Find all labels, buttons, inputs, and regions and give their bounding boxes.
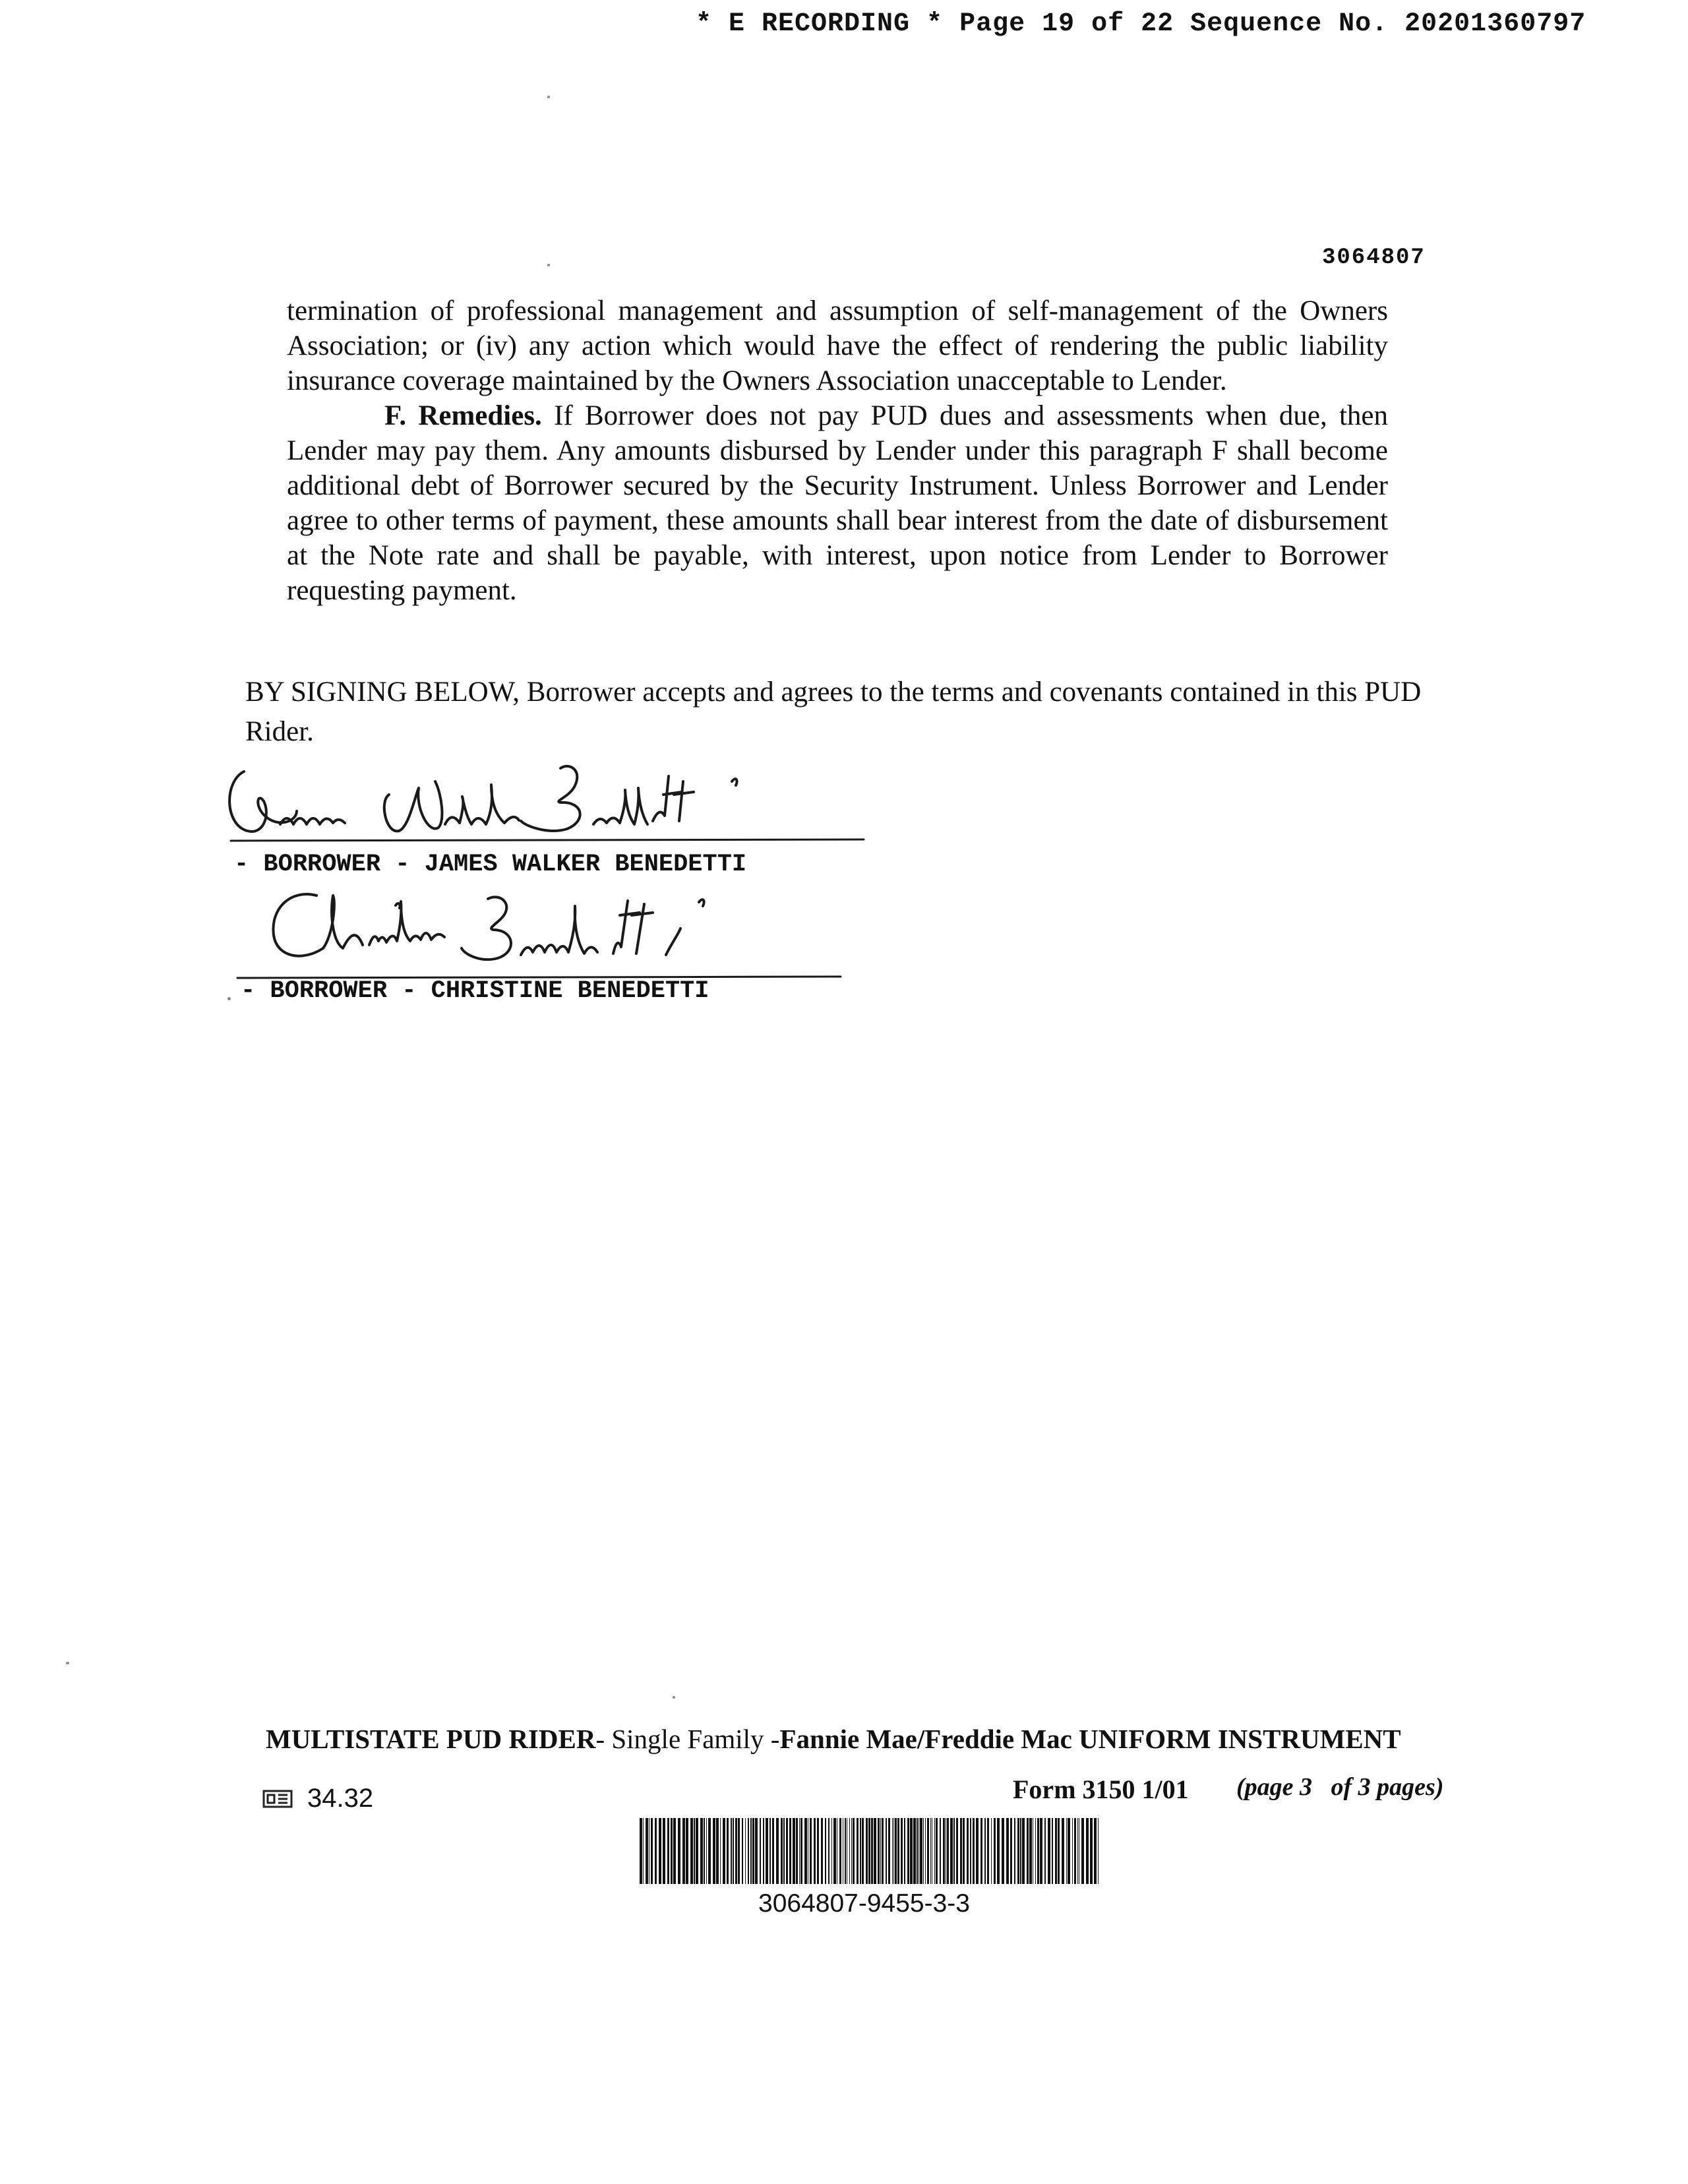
barcode-bar <box>663 1818 665 1884</box>
barcode-bar <box>849 1818 850 1884</box>
form-code-icon <box>262 1788 293 1809</box>
barcode-bar <box>727 1818 729 1884</box>
barcode-bar <box>682 1818 685 1884</box>
barcode-bar <box>804 1818 807 1884</box>
barcode-bar <box>1074 1818 1076 1884</box>
barcode-bar <box>655 1818 657 1884</box>
barcode-bar <box>1029 1818 1032 1884</box>
barcode-bar <box>789 1818 791 1884</box>
barcode-bar <box>895 1818 897 1884</box>
form-title-part-2: - Single Family - <box>595 1724 780 1754</box>
barcode-bar <box>793 1818 795 1884</box>
barcode-bar <box>825 1818 826 1884</box>
barcode-bar <box>1086 1818 1089 1884</box>
barcode-bar <box>860 1818 861 1884</box>
barcode-bar <box>716 1818 719 1884</box>
barcode-bar <box>673 1818 676 1884</box>
barcode-bar <box>963 1818 965 1884</box>
barcode-bar <box>1098 1818 1099 1884</box>
barcode-bar <box>1094 1818 1097 1884</box>
barcode-bar <box>742 1818 743 1884</box>
barcode-bar <box>853 1818 855 1884</box>
barcode-bar <box>1002 1818 1004 1884</box>
barcode-bar <box>930 1818 931 1884</box>
barcode-bar <box>814 1818 816 1884</box>
barcode-bar <box>1037 1818 1039 1884</box>
barcode-bar <box>640 1818 642 1884</box>
rider-body <box>287 293 1388 608</box>
barcode-bar <box>659 1818 661 1884</box>
barcode-bar <box>696 1818 698 1884</box>
barcode-bar <box>1035 1818 1036 1884</box>
barcode-bar <box>910 1818 913 1884</box>
barcode-bar <box>783 1818 785 1884</box>
barcode-bar <box>901 1818 903 1884</box>
barcode-bar <box>752 1818 754 1884</box>
barcode-bar <box>953 1818 955 1884</box>
barcode-bar <box>851 1818 852 1884</box>
barcode-bar <box>862 1818 864 1884</box>
barcode-bar <box>839 1818 841 1884</box>
form-title-part-3: Fannie Mae/Freddie Mac UNIFORM INSTRUMENT <box>779 1724 1401 1754</box>
barcode-bar <box>845 1818 846 1884</box>
borrower-label-christine: - BORROWER - CHRISTINE BENEDETTI <box>241 977 709 1005</box>
barcode-bar <box>678 1818 680 1884</box>
barcode-bar <box>893 1818 894 1884</box>
barcode-bar <box>936 1818 938 1884</box>
barcode-bar <box>694 1818 695 1884</box>
remedies-text: If Borrower does not pay PUD dues and assessments when due, then Lender may pay them. Any amounts disbursed by Lender under this paragraph F shall become additional debt of Borrower secured by the Security Instrument. Unless Borrower and Lender agree to other terms of payment, these amounts shall bear interest from the date of disbursement at the Note rate and shall be payable, with interest, upon notice from Lender to Borrower requesting payment. <box>287 400 1388 606</box>
barcode-bar <box>671 1818 673 1884</box>
barcode-bar <box>973 1818 975 1884</box>
barcode-bar <box>874 1818 876 1884</box>
barcode-bar <box>1090 1818 1093 1884</box>
barcode-bar <box>913 1818 916 1884</box>
borrower-label-james: - BORROWER - JAMES WALKER BENEDETTI <box>234 851 747 878</box>
barcode-bar <box>994 1818 996 1884</box>
barcode-bar <box>776 1818 779 1884</box>
barcode-bar <box>706 1818 707 1884</box>
doc-code <box>262 1784 373 1813</box>
barcode-bar <box>880 1818 881 1884</box>
barcode-bar <box>892 1818 893 1884</box>
barcode-bar <box>1022 1818 1025 1884</box>
barcode-bar <box>882 1818 884 1884</box>
barcode-bar <box>646 1818 648 1884</box>
barcode-bar <box>733 1818 734 1884</box>
barcode-bar <box>970 1818 971 1884</box>
form-number: Form 3150 1/01 <box>1013 1774 1189 1804</box>
barcode-bar <box>960 1818 962 1884</box>
barcode-bar <box>769 1818 771 1884</box>
barcode-bar <box>760 1818 761 1884</box>
barcode-bar <box>991 1818 992 1884</box>
document-number: 3064807 <box>1322 245 1426 270</box>
barcode-bar <box>956 1818 958 1884</box>
barcode-bar <box>950 1818 953 1884</box>
barcode-bar <box>871 1818 873 1884</box>
barcode-bar <box>766 1818 768 1884</box>
barcode-bar <box>810 1818 812 1884</box>
barcode-bar <box>920 1818 922 1884</box>
remedies-paragraph <box>287 398 1388 608</box>
barcode-bar <box>738 1818 740 1884</box>
signing-statement: BY SIGNING BELOW, Borrower accepts and agrees to the terms and covenants contained in this PUD Rider. <box>245 677 1422 747</box>
barcode-bar <box>755 1818 758 1884</box>
scan-speck <box>547 264 550 266</box>
recording-header: * E RECORDING * Page 19 of 22 Sequence No. 20201360797 <box>696 9 1586 39</box>
barcode-bar <box>1027 1818 1029 1884</box>
scan-speck <box>547 96 550 98</box>
barcode-bar <box>987 1818 989 1884</box>
barcode-bar <box>1081 1818 1084 1884</box>
barcode-bar <box>1055 1818 1057 1884</box>
barcode-bar <box>704 1818 705 1884</box>
barcode-number: 3064807-9455-3-3 <box>758 1889 970 1918</box>
barcode-bar <box>735 1818 737 1884</box>
barcode-bar <box>748 1818 749 1884</box>
barcode-bar <box>772 1818 774 1884</box>
barcode-bar <box>886 1818 887 1884</box>
barcode-bar <box>828 1818 829 1884</box>
barcode-bar <box>888 1818 890 1884</box>
barcode-bar <box>997 1818 1000 1884</box>
barcode-bar <box>799 1818 800 1884</box>
barcode-bar <box>947 1818 949 1884</box>
page-of-indicator: (page 3 of 3 pages) <box>1236 1773 1444 1801</box>
barcode-bar <box>857 1818 859 1884</box>
barcode-bar <box>967 1818 969 1884</box>
barcode-bar <box>750 1818 752 1884</box>
barcode-bar <box>831 1818 832 1884</box>
barcode-bar <box>1072 1818 1073 1884</box>
barcode-bar <box>917 1818 918 1884</box>
barcode-bar <box>817 1818 819 1884</box>
scan-speck <box>227 997 231 1000</box>
barcode-bar <box>923 1818 924 1884</box>
barcode-bar <box>713 1818 715 1884</box>
barcode-bar <box>731 1818 732 1884</box>
barcode-bar <box>878 1818 880 1884</box>
barcode-bar <box>1052 1818 1053 1884</box>
barcode-bar <box>980 1818 982 1884</box>
barcode-bar <box>976 1818 979 1884</box>
doc-code-value: 34.32 <box>307 1784 374 1813</box>
barcode-bar <box>686 1818 688 1884</box>
scan-speck <box>673 1696 675 1699</box>
continuation-paragraph: termination of professional management and assumption of self-management of the Owners Association; or (iv) any action which would have the effect of rendering the public liability insurance coverage maintained by the Owners Association unacceptable to Lender. <box>287 295 1388 396</box>
barcode-bar <box>796 1818 798 1884</box>
signature-christine-benedetti <box>244 882 890 975</box>
barcode-bar <box>1020 1818 1021 1884</box>
barcode-bar <box>868 1818 870 1884</box>
barcode-bar <box>1040 1818 1042 1884</box>
barcode-bar <box>821 1818 823 1884</box>
barcode-bar <box>907 1818 909 1884</box>
form-title-part-1: MULTISTATE PUD RIDER <box>266 1724 596 1754</box>
barcode-bar <box>1077 1818 1078 1884</box>
barcode-bar <box>1014 1818 1015 1884</box>
barcode-bar <box>934 1818 935 1884</box>
barcode-bar <box>943 1818 945 1884</box>
barcode-icon <box>640 1818 1101 1884</box>
form-title <box>266 1723 1401 1755</box>
barcode-bar <box>1062 1818 1064 1884</box>
signature-james-walker-benedetti <box>218 755 877 847</box>
barcode-bar <box>925 1818 926 1884</box>
barcode-bar <box>904 1818 905 1884</box>
barcode-bar <box>1048 1818 1050 1884</box>
scan-speck <box>66 1662 69 1664</box>
barcode-bar <box>708 1818 711 1884</box>
barcode-bar <box>1044 1818 1046 1884</box>
barcode-bar <box>667 1818 669 1884</box>
barcode-bar <box>643 1818 644 1884</box>
remedies-heading: F. Remedies. <box>384 400 542 431</box>
barcode-bar <box>1010 1818 1012 1884</box>
barcode-bar <box>723 1818 725 1884</box>
barcode-bar <box>700 1818 703 1884</box>
barcode-bar <box>1058 1818 1060 1884</box>
barcode-bar <box>897 1818 899 1884</box>
barcode-bar <box>745 1818 746 1884</box>
barcode-bar <box>833 1818 836 1884</box>
barcode-bar <box>800 1818 802 1884</box>
barcode-bar <box>786 1818 788 1884</box>
barcode-bar <box>720 1818 721 1884</box>
barcode-bar <box>1017 1818 1019 1884</box>
barcode-bar <box>927 1818 929 1884</box>
barcode-bar <box>984 1818 986 1884</box>
barcode-bar <box>690 1818 693 1884</box>
barcode-bar <box>763 1818 764 1884</box>
barcode-bar <box>1068 1818 1070 1884</box>
barcode-bar <box>651 1818 653 1884</box>
barcode-bar <box>1066 1818 1067 1884</box>
barcode-bar <box>866 1818 868 1884</box>
barcode-bar <box>1006 1818 1009 1884</box>
barcode-bar <box>940 1818 941 1884</box>
barcode-bar <box>781 1818 783 1884</box>
